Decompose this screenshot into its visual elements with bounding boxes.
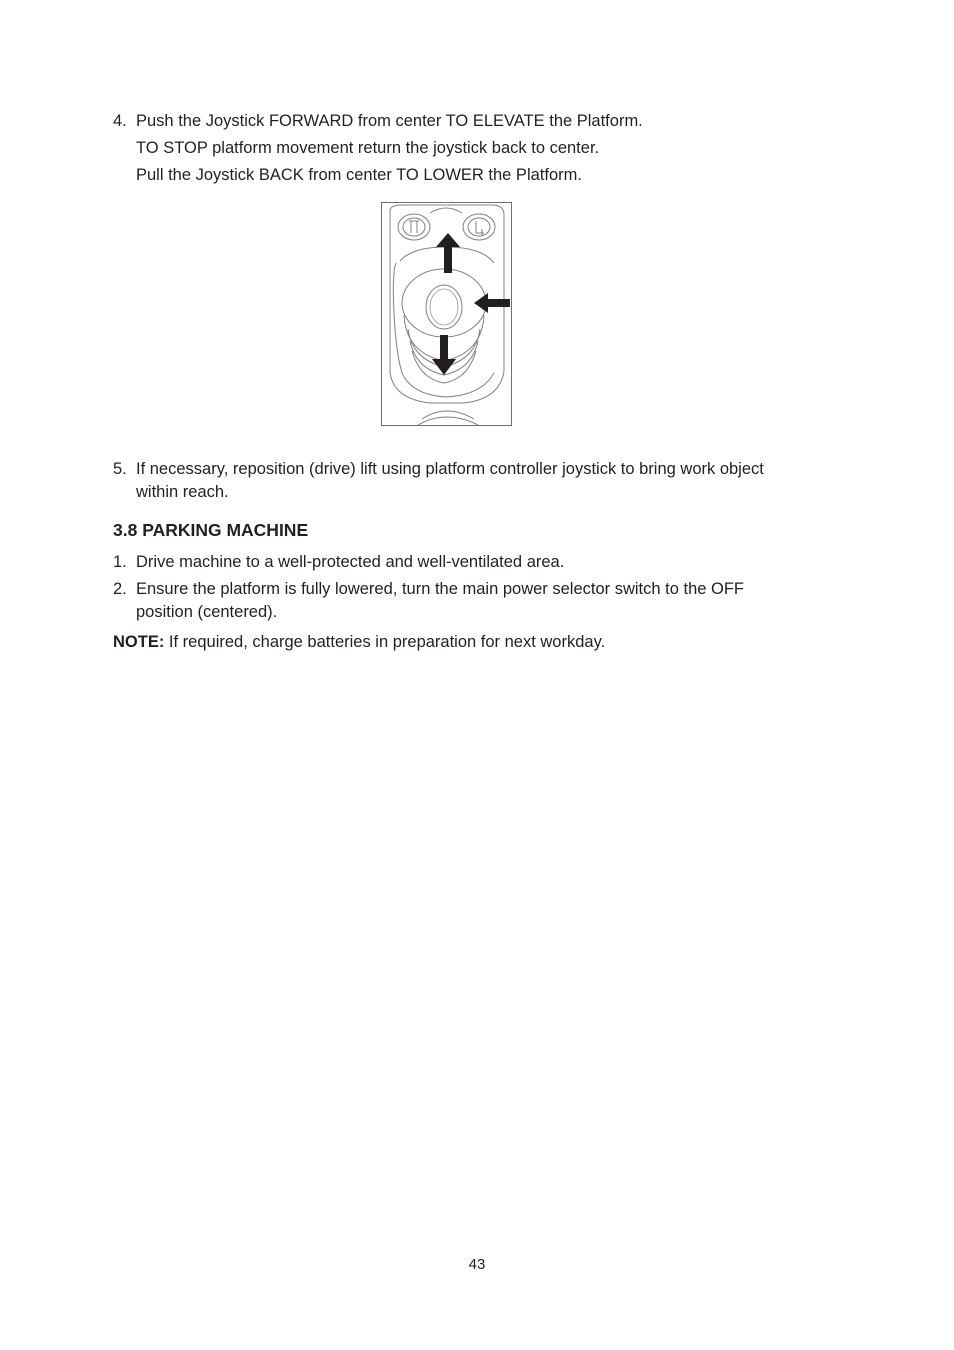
- parking-step-1: [113, 551, 833, 574]
- step-line: TO STOP platform movement return the joystick back to center.: [136, 139, 600, 157]
- step-number: 5.: [113, 460, 127, 478]
- step-5: [113, 458, 833, 504]
- step-number: 4.: [113, 112, 127, 130]
- note-text: If required, charge batteries in preparation for next workday.: [164, 633, 606, 651]
- down-arrow-icon: [432, 335, 456, 375]
- up-arrow-icon: [436, 233, 460, 273]
- step-line: If necessary, reposition (drive) lift using platform controller joystick to bring work object: [136, 460, 764, 478]
- left-arrow-icon: [474, 293, 510, 313]
- step-line: Push the Joystick FORWARD from center TO ELEVATE the Platform.: [136, 112, 643, 130]
- note-label: NOTE:: [113, 633, 165, 651]
- step-line: position (centered).: [136, 603, 278, 621]
- joystick-drawing: [382, 203, 512, 426]
- page-number: 43: [468, 1256, 486, 1273]
- step-line: Drive machine to a well-protected and well-ventilated area.: [136, 553, 565, 571]
- step-text: [136, 458, 833, 504]
- step-line: Ensure the platform is fully lowered, turn the main power selector switch to the OFF: [136, 580, 745, 598]
- parking-step-2: [113, 578, 833, 624]
- note: [113, 631, 605, 654]
- step-text: [136, 578, 833, 624]
- step-number: 1.: [113, 553, 127, 571]
- section-heading: 3.8 PARKING MACHINE: [113, 520, 309, 540]
- step-text: [136, 551, 833, 574]
- step-line: within reach.: [136, 483, 229, 501]
- step-text: [136, 108, 833, 189]
- step-4: [113, 108, 833, 189]
- step-number: 2.: [113, 580, 127, 598]
- joystick-illustration: [381, 202, 512, 426]
- step-line: Pull the Joystick BACK from center TO LOWER the Platform.: [136, 166, 582, 184]
